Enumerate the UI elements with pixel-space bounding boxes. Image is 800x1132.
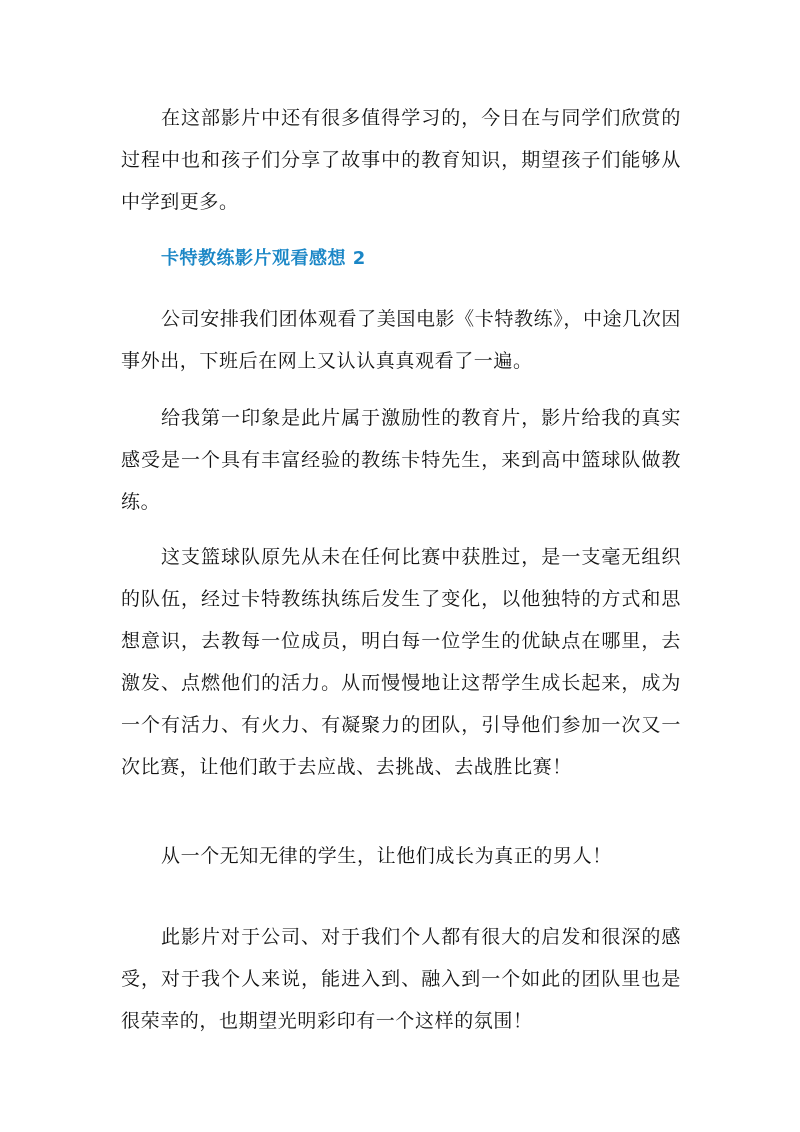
paragraph-company-screening: 公司安排我们团体观看了美国电影《卡特教练》，中途几次因事外出，下班后在网上又认认真真观看了一遍。: [121, 308, 681, 372]
paragraph-conclusion: 此影片对于公司、对于我们个人都有很大的启发和很深的感受，对于我个人来说，能进入到、融入到一个如此的团队里也是很荣幸的，也期望光明彩印有一个这样的氛围！: [121, 926, 681, 1032]
paragraph-intro: 在这部影片中还有很多值得学习的，今日在与同学们欣赏的过程中也和孩子们分享了故事中的教育知识，期望孩子们能够从中学到更多。: [121, 107, 681, 213]
section-heading: 卡特教练影片观看感想 2: [161, 248, 366, 269]
paragraph-growth: 从一个无知无律的学生，让他们成长为真正的男人！: [161, 845, 612, 867]
paragraph-first-impression: 给我第一印象是此片属于激励性的教育片，影片给我的真实感受是一个具有丰富经验的教练卡特先生，来到高中篮球队做教练。: [121, 407, 681, 513]
paragraph-team-story: 这支篮球队原先从未在任何比赛中获胜过，是一支毫无组织的队伍，经过卡特教练执练后发生了变化，以他独特的方式和思想意识，去教每一位成员，明白每一位学生的优缺点在哪里，去激发、点燃他们的活力。从而慢慢地让这帮学生成长起来，成为一个有活力、有火力、有凝聚力的团队，引导他们参加一次又一次比赛，让他们敢于去应战、去挑战、去战胜比赛！: [121, 546, 681, 778]
